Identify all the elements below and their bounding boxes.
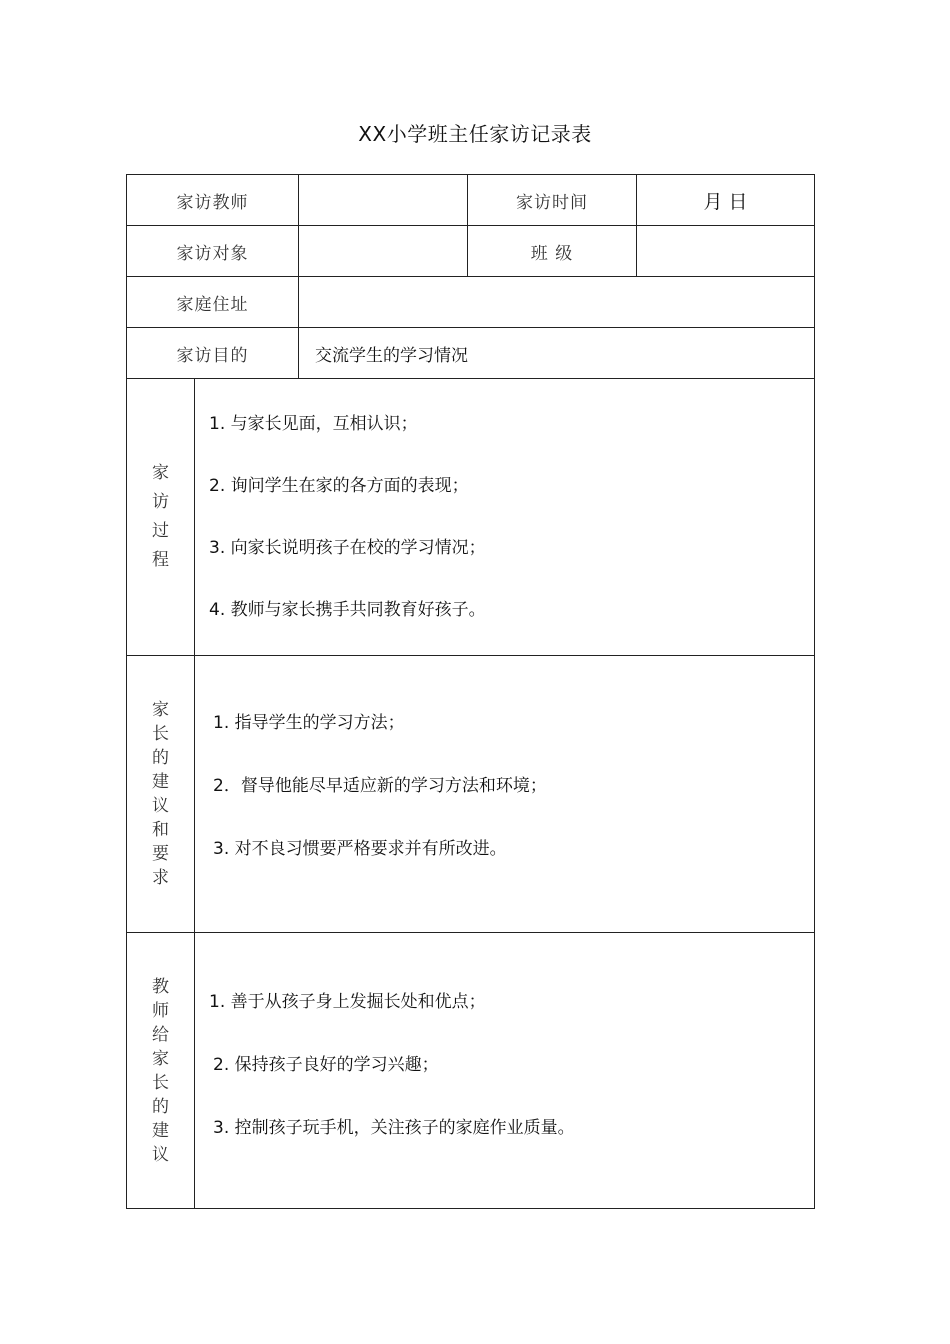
target-field[interactable] <box>298 225 468 277</box>
teacher-suggestions-content <box>194 932 815 1209</box>
process-item: 1. 与家长见面，互相认识； <box>209 414 418 434</box>
teacher-label-char: 的 <box>152 1096 169 1117</box>
parent-label-char: 议 <box>152 796 169 816</box>
process-content <box>194 378 815 656</box>
class-label: 班 级 <box>467 225 637 277</box>
parent-label-char: 的 <box>152 748 169 768</box>
teacher-label-char: 议 <box>152 1144 169 1165</box>
parent-suggestion-item: 3. 对不良习惯要严格要求并有所改进。 <box>213 838 507 859</box>
parent-suggestion-item: 2．督导他能尽早适应新的学习方法和环境； <box>213 775 547 796</box>
visit-record-table <box>126 174 815 1209</box>
parent-suggestions-label <box>126 655 195 933</box>
parent-suggestions-content <box>194 655 815 933</box>
teacher-label-char: 给 <box>152 1024 169 1045</box>
parent-label-char: 建 <box>152 772 169 792</box>
parent-label-char: 和 <box>152 820 169 840</box>
teacher-suggestion-item: 2. 保持孩子良好的学习兴趣； <box>213 1055 439 1075</box>
process-label-char: 访 <box>152 492 169 512</box>
address-field[interactable] <box>298 276 815 328</box>
process-label-char: 程 <box>152 550 169 570</box>
purpose-label: 家访目的 <box>126 327 299 379</box>
parent-label-char: 长 <box>152 724 169 744</box>
teacher-label-char: 师 <box>152 1000 169 1021</box>
process-label-char: 家 <box>152 463 169 483</box>
teacher-label-char: 家 <box>152 1048 169 1069</box>
parent-label-char: 要 <box>152 844 169 864</box>
visit-time-field[interactable]: 月 日 <box>636 174 815 226</box>
address-label: 家庭住址 <box>126 276 299 328</box>
teacher-field[interactable] <box>298 174 468 226</box>
page-title: XX小学班主任家访记录表 <box>358 122 592 146</box>
process-item: 3. 向家长说明孩子在校的学习情况； <box>209 538 486 558</box>
purpose-field[interactable]: 交流学生的学习情况 <box>298 327 815 379</box>
teacher-label-char: 长 <box>152 1072 169 1093</box>
process-item: 2. 询问学生在家的各方面的表现； <box>209 476 469 496</box>
visit-time-label: 家访时间 <box>467 174 637 226</box>
target-label: 家访对象 <box>126 225 299 277</box>
process-label <box>126 378 195 656</box>
class-field[interactable] <box>636 225 815 277</box>
teacher-label: 家访教师 <box>126 174 299 226</box>
process-item: 4. 教师与家长携手共同教育好孩子。 <box>209 600 486 620</box>
teacher-suggestion-item: 1. 善于从孩子身上发掘长处和优点； <box>209 992 486 1012</box>
parent-label-char: 家 <box>152 700 169 720</box>
parent-label-char: 求 <box>152 868 169 888</box>
teacher-suggestions-label <box>126 932 195 1209</box>
parent-suggestion-item: 1. 指导学生的学习方法； <box>213 712 405 733</box>
teacher-label-char: 教 <box>152 976 169 997</box>
teacher-label-char: 建 <box>152 1120 169 1141</box>
process-label-char: 过 <box>152 521 169 541</box>
teacher-suggestion-item: 3. 控制孩子玩手机，关注孩子的家庭作业质量。 <box>213 1118 575 1138</box>
